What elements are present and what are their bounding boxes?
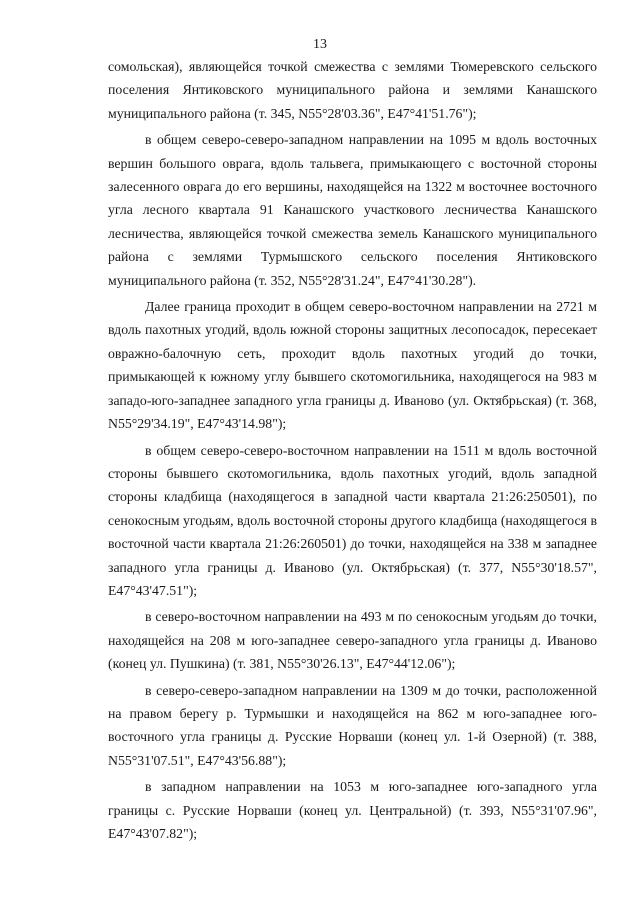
page-number: 13 [313,37,327,52]
paragraph: в северо-северо-западном направлении на 1309 м до точки, расположенной на правом берегу р. Турмышки и находящейся на 862 м юго-западнее юго-восточного угла границы д. Русские Норваши (конец ул. 1-й Озерной) (т. 388, N55°31'07.51", E47°43'56.88"); [108,682,597,768]
paragraph: Далее граница проходит в общем северо-восточном направлении на 2721 м вдоль пахотных угодий, вдоль южной стороны защитных лесопосадок, пересекает овражно-балочную сеть, проходит вдоль пахотных угодий до точки, примыкающей к южному углу бывшего скотомогильника, находящегося на 983 м западо-юго-западнее западного угла границы д. Иваново (ул. Октябрьская) (т. 368, N55°29'34.19", E47°43'14.98"); [108,299,597,432]
paragraph: в общем северо-северо-восточном направлении на 1511 м вдоль восточной стороны бывшего скотомогильника, вдоль пахотных угодий, вдоль западной стороны кладбища (находящегося в западной части квартала 21:26:250501), по сенокосным угодьям, вдоль восточной стороны другого кладбища (находящегося в восточной части квартала 21:26:260501) до точки, находящейся на 338 м западнее западного угла границы д. Иваново (ул. Октябрьская) (т. 377, N55°30'18.57", E47°43'47.51"); [108,442,597,598]
paragraph: в общем северо-северо-западном направлении на 1095 м вдоль восточных вершин большого оврага, вдоль тальвега, примыкающего с восточной стороны залесенного оврага до его вершины, находящейся на 1322 м восточнее восточного угла лесного квартала 91 Канашского участкового лесничества Канашского лесничества, являющейся точкой смежества земель Канашского муниципального района с землями Турмышского сельского поселения Янтиковского муниципального района (т. 352, N55°28'31.24", E47°41'30.28"). [108,132,597,288]
paragraph: в западном направлении на 1053 м юго-западнее юго-западного угла границы с. Русские Норваши (конец ул. Центральной) (т. 393, N55°31'07.96", E47°43'07.82"); [108,779,597,841]
document-body [108,55,597,848]
paragraph: в северо-восточном направлении на 493 м по сенокосным угодьям до точки, находящейся на 208 м юго-западнее северо-западного угла границы д. Иваново (конец ул. Пушкина) (т. 381, N55°30'26.13", E47°44'12.06"); [108,609,597,672]
paragraph-continuation: сомольская), являющейся точкой смежества с землями Тюмеревского сельского поселения Янтиковского муниципального района и землями Канашского муниципального района (т. 345, N55°28'03.36", E47°41'51.76"); [108,59,597,121]
